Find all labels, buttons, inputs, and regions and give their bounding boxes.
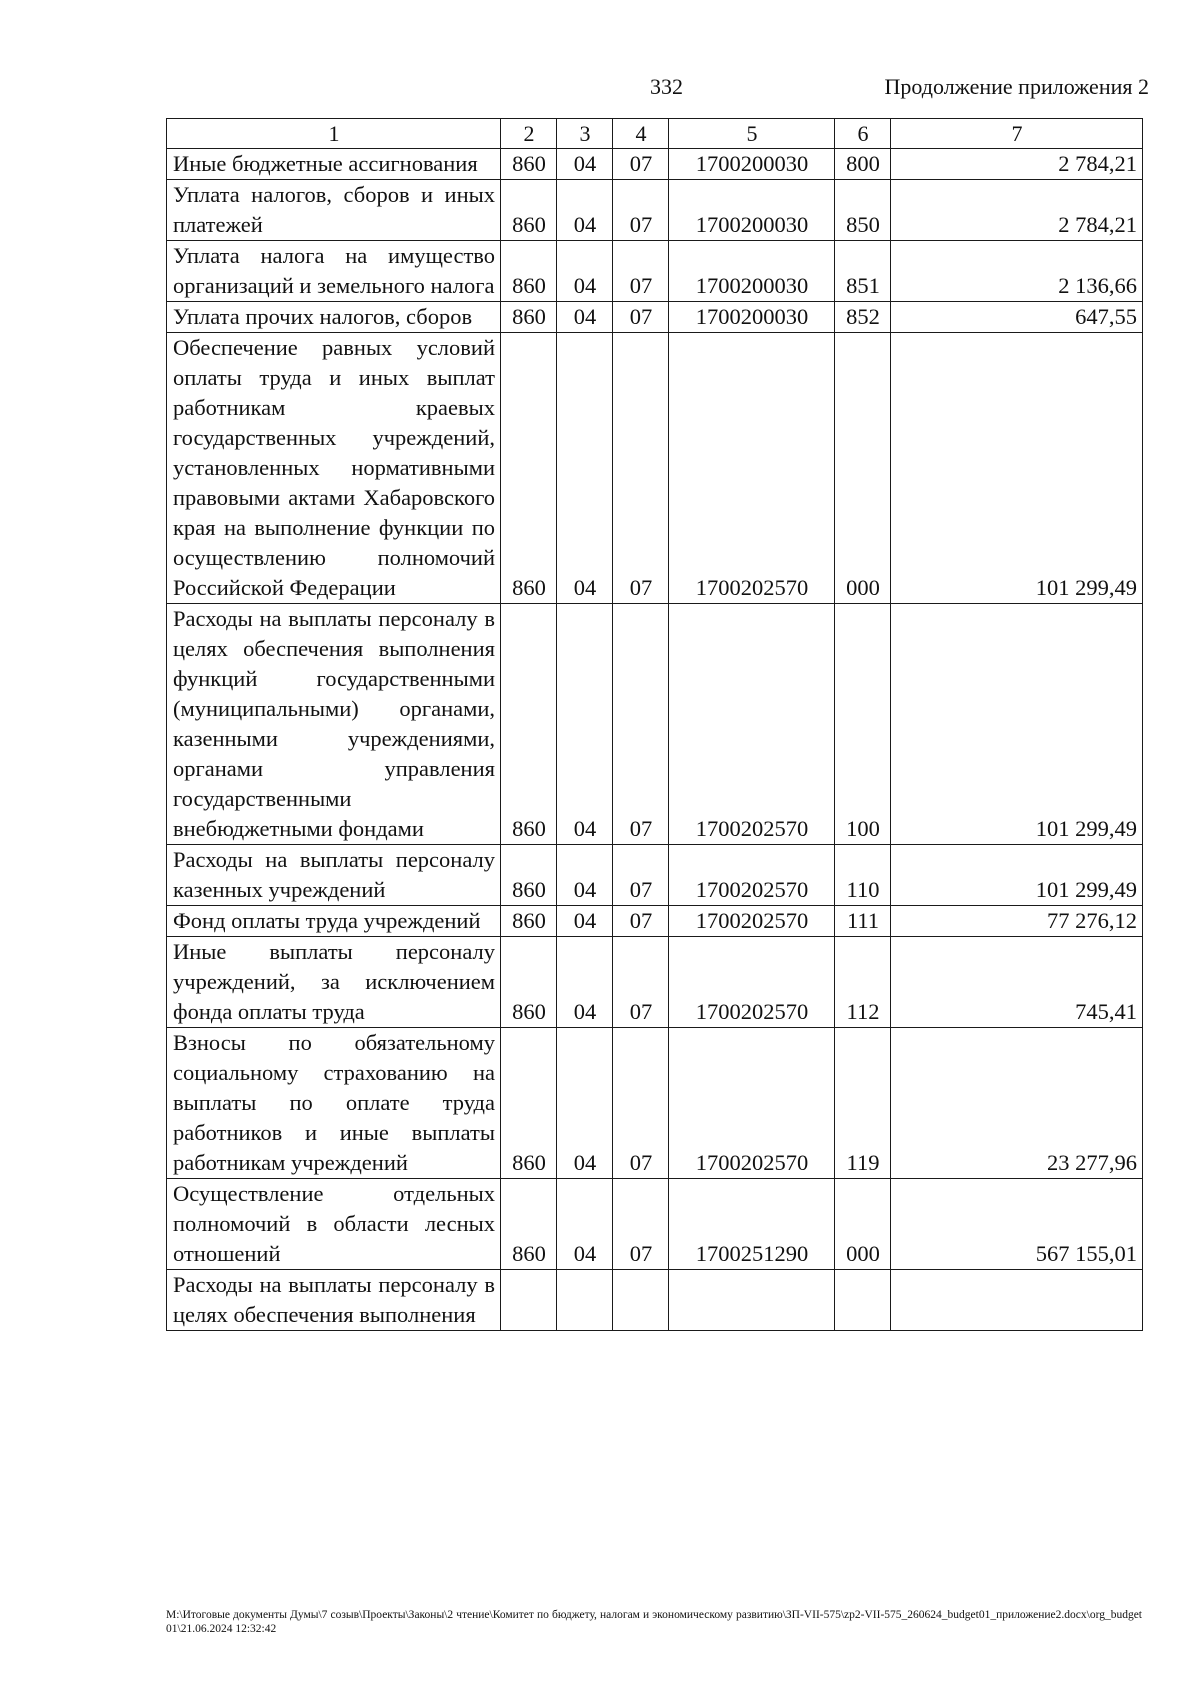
row-subsection: 07 xyxy=(613,333,669,604)
row-code: 860 xyxy=(501,333,557,604)
row-target: 1700200030 xyxy=(669,241,835,302)
row-target: 1700202570 xyxy=(669,906,835,937)
row-section: 04 xyxy=(557,906,613,937)
row-type: 852 xyxy=(835,302,891,333)
row-code: 860 xyxy=(501,937,557,1028)
row-type: 119 xyxy=(835,1028,891,1179)
row-section: 04 xyxy=(557,241,613,302)
row-amount xyxy=(891,1270,1143,1331)
header-col-1: 1 xyxy=(167,119,501,149)
table-row xyxy=(167,180,1143,241)
row-type: 000 xyxy=(835,333,891,604)
header-row xyxy=(167,119,1143,149)
row-amount: 567 155,01 xyxy=(891,1179,1143,1270)
row-amount: 77 276,12 xyxy=(891,906,1143,937)
row-subsection: 07 xyxy=(613,845,669,906)
header-col-7: 7 xyxy=(891,119,1143,149)
row-amount: 23 277,96 xyxy=(891,1028,1143,1179)
row-name: Расходы на выплаты персоналу казенных учреждений xyxy=(167,845,501,906)
row-target: 1700202570 xyxy=(669,1028,835,1179)
table-row xyxy=(167,604,1143,845)
row-section: 04 xyxy=(557,1179,613,1270)
table-row xyxy=(167,845,1143,906)
row-type: 850 xyxy=(835,180,891,241)
row-subsection: 07 xyxy=(613,180,669,241)
row-code: 860 xyxy=(501,1179,557,1270)
continuation-title: Продолжение приложения 2 xyxy=(884,74,1149,99)
row-name: Уплата налогов, сборов и иных платежей xyxy=(167,180,501,241)
row-amount: 2 784,21 xyxy=(891,180,1143,241)
row-target: 1700202570 xyxy=(669,604,835,845)
row-target: 1700200030 xyxy=(669,180,835,241)
row-section: 04 xyxy=(557,180,613,241)
table-body xyxy=(167,149,1143,1331)
table-row xyxy=(167,937,1143,1028)
table-row xyxy=(167,302,1143,333)
row-type: 851 xyxy=(835,241,891,302)
row-section: 04 xyxy=(557,845,613,906)
row-name: Расходы на выплаты персоналу в целях обеспечения выполнения xyxy=(167,1270,501,1331)
row-name: Иные выплаты персоналу учреждений, за исключением фонда оплаты труда xyxy=(167,937,501,1028)
table-row xyxy=(167,1179,1143,1270)
row-subsection xyxy=(613,1270,669,1331)
page-number: 332 xyxy=(650,74,683,99)
table-row xyxy=(167,1270,1143,1331)
row-type: 800 xyxy=(835,149,891,180)
row-type: 000 xyxy=(835,1179,891,1270)
row-name: Расходы на выплаты персоналу в целях обеспечения выполнения функций государственными (муниципальными) органами, казенными учреждениями, органами управления государственными внебюджетными фондами xyxy=(167,604,501,845)
row-code: 860 xyxy=(501,1028,557,1179)
row-name: Уплата прочих налогов, сборов xyxy=(167,302,501,333)
row-type: 112 xyxy=(835,937,891,1028)
row-target: 1700200030 xyxy=(669,149,835,180)
row-code: 860 xyxy=(501,149,557,180)
row-section: 04 xyxy=(557,937,613,1028)
row-subsection: 07 xyxy=(613,149,669,180)
budget-table xyxy=(166,118,1143,1331)
row-amount: 647,55 xyxy=(891,302,1143,333)
row-code: 860 xyxy=(501,302,557,333)
row-section: 04 xyxy=(557,333,613,604)
header-col-2: 2 xyxy=(501,119,557,149)
row-amount: 101 299,49 xyxy=(891,845,1143,906)
row-target: 1700202570 xyxy=(669,845,835,906)
row-name: Осуществление отдельных полномочий в области лесных отношений xyxy=(167,1179,501,1270)
row-code: 860 xyxy=(501,906,557,937)
row-amount: 2 784,21 xyxy=(891,149,1143,180)
header-col-6: 6 xyxy=(835,119,891,149)
row-code: 860 xyxy=(501,241,557,302)
header-col-4: 4 xyxy=(613,119,669,149)
row-code: 860 xyxy=(501,845,557,906)
row-subsection: 07 xyxy=(613,241,669,302)
row-target: 1700202570 xyxy=(669,937,835,1028)
table-row xyxy=(167,333,1143,604)
row-name: Взносы по обязательному социальному страхованию на выплаты по оплате труда работников и иные выплаты работникам учреждений xyxy=(167,1028,501,1179)
row-section: 04 xyxy=(557,302,613,333)
row-code: 860 xyxy=(501,604,557,845)
table-header xyxy=(167,119,1143,149)
row-code xyxy=(501,1270,557,1331)
row-amount: 101 299,49 xyxy=(891,604,1143,845)
row-target: 1700200030 xyxy=(669,302,835,333)
header-col-3: 3 xyxy=(557,119,613,149)
row-name: Обеспечение равных условий оплаты труда и иных выплат работникам краевых государственных учреждений, установленных нормативными правовыми актами Хабаровского края на выполнение функции по осуществлению полномочий Российской Федерации xyxy=(167,333,501,604)
row-amount: 2 136,66 xyxy=(891,241,1143,302)
row-target xyxy=(669,1270,835,1331)
row-section xyxy=(557,1270,613,1331)
row-type: 110 xyxy=(835,845,891,906)
row-target: 1700202570 xyxy=(669,333,835,604)
footer-file-path: M:\Итоговые документы Думы\7 созыв\Проекты\Законы\2 чтение\Комитет по бюджету, налогам и экономическому развитию\ЗП-VII-575\zp2-VII-575_260624_budget01_приложение2.docx\org_budget01\21.06.2024 12:32:42 xyxy=(166,1609,1142,1635)
row-section: 04 xyxy=(557,1028,613,1179)
row-section: 04 xyxy=(557,149,613,180)
row-amount: 101 299,49 xyxy=(891,333,1143,604)
row-amount: 745,41 xyxy=(891,937,1143,1028)
row-subsection: 07 xyxy=(613,1028,669,1179)
table-row xyxy=(167,1028,1143,1179)
row-type: 111 xyxy=(835,906,891,937)
row-name: Иные бюджетные ассигнования xyxy=(167,149,501,180)
row-type xyxy=(835,1270,891,1331)
row-name: Фонд оплаты труда учреждений xyxy=(167,906,501,937)
row-subsection: 07 xyxy=(613,604,669,845)
row-subsection: 07 xyxy=(613,937,669,1028)
table-row xyxy=(167,149,1143,180)
row-name: Уплата налога на имущество организаций и земельного налога xyxy=(167,241,501,302)
header-col-5: 5 xyxy=(669,119,835,149)
row-subsection: 07 xyxy=(613,906,669,937)
row-subsection: 07 xyxy=(613,1179,669,1270)
row-code: 860 xyxy=(501,180,557,241)
table-row xyxy=(167,241,1143,302)
row-section: 04 xyxy=(557,604,613,845)
row-type: 100 xyxy=(835,604,891,845)
table-row xyxy=(167,906,1143,937)
row-subsection: 07 xyxy=(613,302,669,333)
row-target: 1700251290 xyxy=(669,1179,835,1270)
